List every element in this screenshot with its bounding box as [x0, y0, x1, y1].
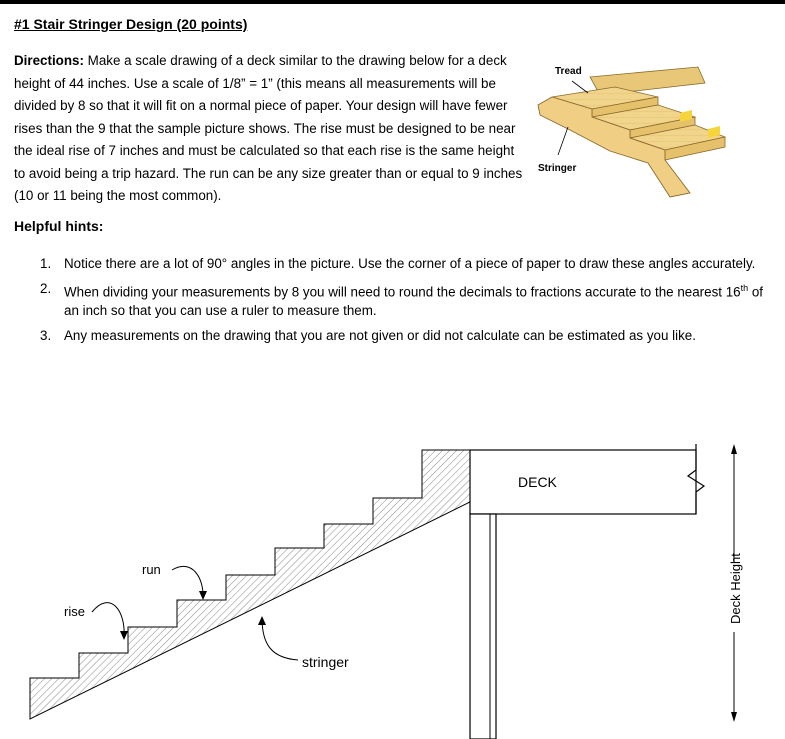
- helpful-hints-heading: Helpful hints:: [14, 218, 104, 234]
- deck-label: DECK: [518, 474, 557, 490]
- run-arrow: [199, 591, 207, 600]
- top-border: [0, 0, 785, 4]
- run-leader: [172, 566, 203, 598]
- directions-label: Directions:: [14, 53, 84, 68]
- stringer-illustration-label: Stringer: [538, 163, 577, 174]
- hint-item: 1. Notice there are a lot of 90° angles in the picture. Use the corner of a piece of paper to draw these angles accurately.: [40, 256, 756, 271]
- stair-diagram: [0, 440, 785, 739]
- stringer-diagram-label: stringer: [302, 654, 349, 670]
- hint-item: 2. When dividing your measurements by 8 you will need to round the decimals to fractions accurate to the nearest 16th of an inch so that you can use a ruler to measure them.: [40, 281, 763, 319]
- stringer-leader: [262, 618, 298, 660]
- tread-label: Tread: [555, 66, 582, 77]
- stringer-arrow: [258, 616, 266, 625]
- rise-leader: [92, 603, 124, 638]
- deck-beam: [470, 450, 696, 514]
- deck-post: [470, 514, 496, 739]
- tread-leader: [572, 81, 588, 93]
- rise-arrow: [120, 631, 128, 640]
- stringer-leader: [558, 127, 568, 155]
- arrow-up: [731, 444, 737, 454]
- run-label: run: [142, 562, 161, 577]
- arrow-down: [731, 712, 737, 722]
- hint-item: 3. Any measurements on the drawing that you are not given or did not calculate can be estimated as you like.: [40, 328, 696, 344]
- deck-height-label: Deck Height: [728, 553, 743, 624]
- rise-label: rise: [64, 604, 85, 619]
- directions-text: Make a scale drawing of a deck similar to the drawing below for a deck height of 44 inches. Use a scale of 1/8” = 1” (this means all measurements will be divided by 8 so that it will fit on a normal piece of paper. Your design will have fewer rises than the 9 that the sample picture shows. The rise must be designed to be near the ideal rise of 7 inches and must be calculated so that each rise is the same height to avoid being a trip hazard. The run can be any size greater than or equal to 9 inches (10 or 11 being the most common).: [14, 53, 523, 203]
- hints-list: [40, 254, 779, 351]
- directions-paragraph: [14, 50, 526, 208]
- page-title: #1 Stair Stringer Design (20 points): [14, 16, 248, 32]
- stringer-body: [30, 450, 470, 719]
